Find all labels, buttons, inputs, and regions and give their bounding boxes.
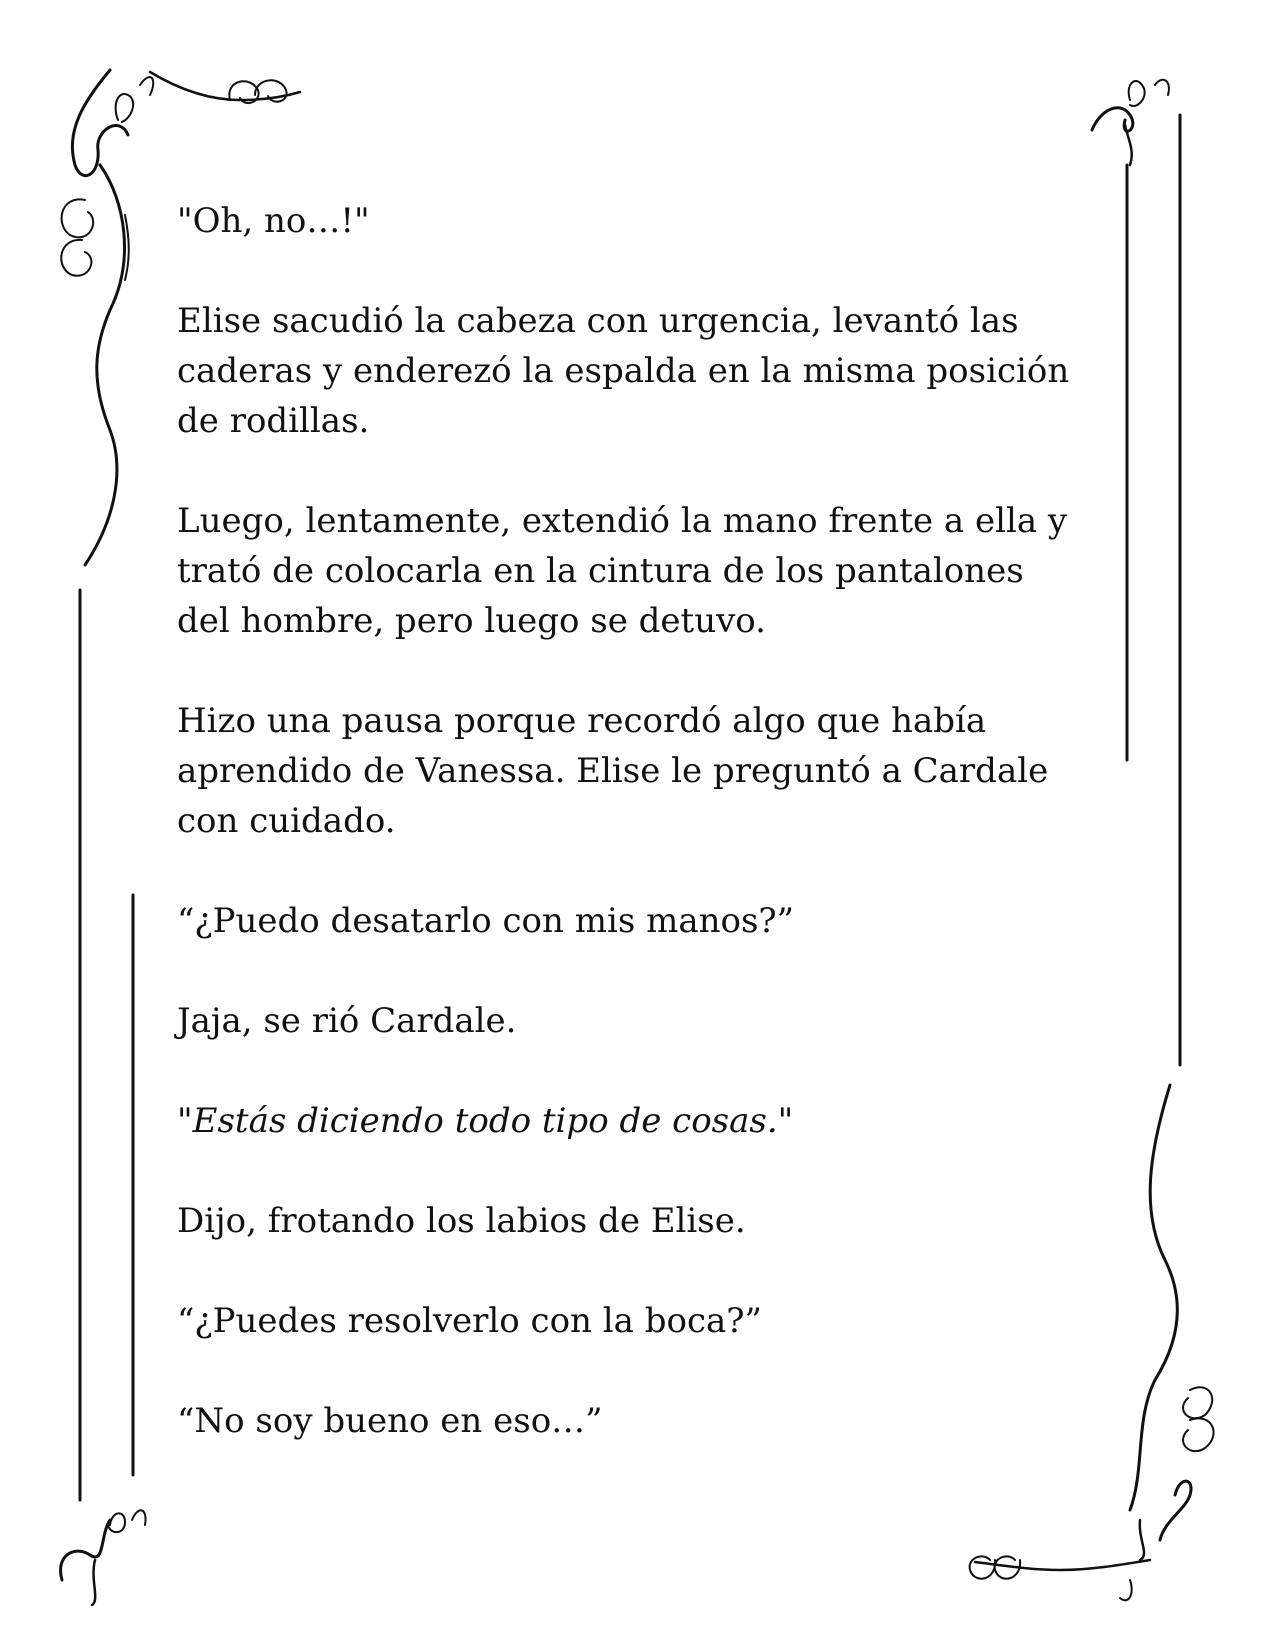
paragraph: "Oh, no…!" [177,201,370,241]
paragraph: “No soy bueno en eso…” [177,1401,603,1441]
bottom-left-flourish [61,1510,146,1605]
paragraph: “¿Puedes resolverlo con la boca?” [177,1301,762,1341]
story-text [177,196,1077,1496]
top-right-flourish [1092,80,1169,165]
paragraph: “¿Puedo desatarlo con mis manos?” [177,901,795,941]
paragraph: Luego, lentamente, extendió la mano frente a ella y trató de colocarla en la cintura de los pantalones del hombre, pero luego se detuvo. [177,501,1068,641]
paragraph-italic: "Estás diciendo todo tipo de cosas." [177,1101,794,1141]
paragraph: Elise sacudió la cabeza con urgencia, levantó las caderas y enderezó la espalda en la misma posición de rodillas. [177,301,1070,441]
paragraph: Hizo una pausa porque recordó algo que había aprendido de Vanessa. Elise le preguntó a Cardale con cuidado. [177,701,1049,841]
paragraph: Jaja, se rió Cardale. [177,1001,517,1041]
paragraph: Dijo, frotando los labios de Elise. [177,1201,746,1241]
